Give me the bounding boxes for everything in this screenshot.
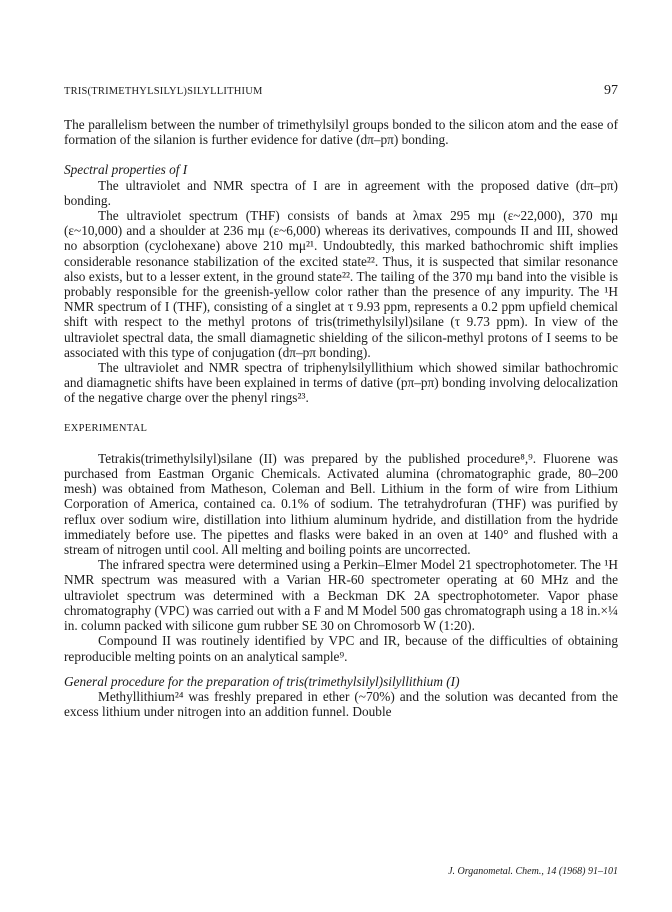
- page-number: 97: [604, 83, 618, 98]
- paragraph-methyllithium: Methyllithium²⁴ was freshly prepared in ether (~70%) and the solution was decanted from the excess lithium under nitrogen into an addition funnel. Double: [64, 688, 618, 720]
- paragraph-compound-identification: Compound II was routinely identified by VPC and IR, because of the difficulties of obtaining reproducible melting points on an analytical sample⁹.: [64, 633, 618, 664]
- running-title: TRIS(TRIMETHYLSILYL)SILYLLITHIUM: [64, 86, 263, 97]
- article-body: [64, 117, 618, 719]
- paragraph-materials: Tetrakis(trimethylsilyl)silane (II) was prepared by the published procedure⁸,⁹. Fluorene was purchased from Eastman Organic Chemicals. Activated alumina (chromatographic grade, 80–200 mesh) was obtained from Matheson, Coleman and Bell. Lithium in the form of wire from Lithium Corporation of America, contained ca. 0.1% of sodium. The tetrahydrofuran (THF) was purified by reflux over sodium wire, distillation into lithium aluminum hydride, and distillation from the hydride immediately before use. The pipettes and flasks were baked in an oven at 140° and flushed with a stream of nitrogen until cool. All melting and boiling points are uncorrected.: [64, 450, 618, 558]
- spectral-properties-heading: Spectral properties of I: [64, 162, 188, 178]
- paragraph-triphenylsilyllithium: The ultraviolet and NMR spectra of triphenylsilyllithium which showed similar bathochromic and diamagnetic shifts have been explained in terms of dative (pπ–pπ) bonding involving delocalization of the negative charge over the phenyl rings²³.: [64, 360, 618, 406]
- paragraph-parallelism: The parallelism between the number of trimethylsilyl groups bonded to the silicon atom and the ease of formation of the silanion is further evidence for dative (dπ–pπ) bonding.: [64, 117, 618, 148]
- paragraph-ultraviolet-spectrum: The ultraviolet spectrum (THF) consists of bands at λmax 295 mμ (ε~22,000), 370 mμ (ε~10,000) and a shoulder at 236 mμ (ε~6,000) whereas its derivatives, compounds II and III, showed no absorption (cyclohexane) above 210 mμ²¹. Undoubtedly, this marked bathochromic shift implies considerable resonance stabilization of the excited state²². Thus, it is suspected that similar resonance also exists, but to a lesser extent, in the ground state²². The tailing of the 370 mμ band into the visible is probably responsible for the greenish-yellow color rather than the presence of any impurity. The ¹H NMR spectrum of I (THF), consisting of a singlet at τ 9.93 ppm, represents a 0.2 ppm upfield chemical shift with respect to the methyl protons of tris(trimethylsilyl)silane (τ 9.73 ppm). In view of the ultraviolet spectral data, the small diamagnetic shielding of the silicon-methyl protons of I seems to be associated with this type of conjugation (dπ–pπ bonding).: [64, 208, 618, 360]
- paragraph-spectra-agreement: The ultraviolet and NMR spectra of I are in agreement with the proposed dative (dπ–pπ) bonding.: [64, 177, 618, 208]
- general-procedure-heading: General procedure for the preparation of tris(trimethylsilyl)silyllithium (I): [64, 673, 460, 689]
- experimental-heading: EXPERIMENTAL: [64, 422, 148, 434]
- paragraph-instruments: The infrared spectra were determined using a Perkin–Elmer Model 21 spectrophotometer. The ¹H NMR spectrum was measured with a Varian HR-60 spectrometer operating at 60 MHz and the ultraviolet spectrum was determined with a Beckman DK 2A spectrophotometer. Vapor phase chromatography (VPC) was carried out with a F and M Model 500 gas chromatograph using a 18 in.×¼ in. column packed with silicone gum rubber SE 30 on Chromosorb W (1:20).: [64, 557, 618, 634]
- page-header: [64, 83, 618, 102]
- journal-citation: J. Organometal. Chem., 14 (1968) 91–101: [448, 866, 618, 877]
